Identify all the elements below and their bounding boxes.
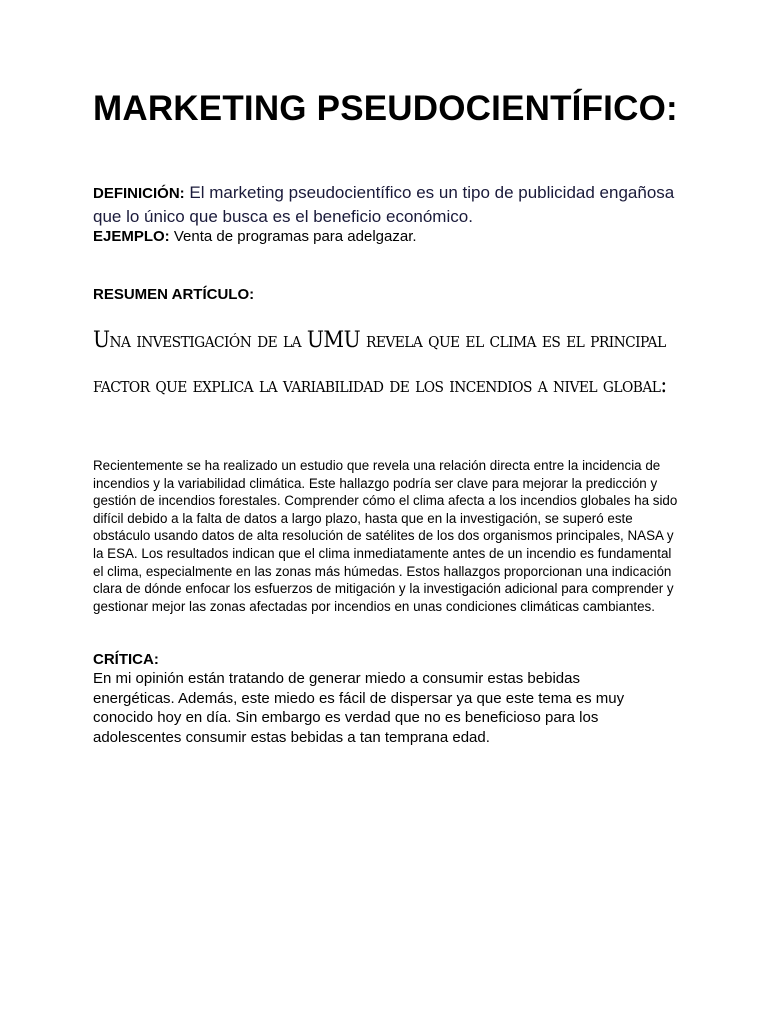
definition-label: DEFINICIÓN: <box>93 185 185 202</box>
example-paragraph <box>93 227 693 247</box>
critique-text: En mi opinión están tratando de generar miedo a consumir estas bebidas energéticas. Además, este miedo es fácil de dispersar ya que este tema es muy conocido hoy en día. Sin embargo es verdad que no es beneficioso para los adolescentes consumir estas bebidas a tan temprana edad. <box>93 670 625 746</box>
summary-heading: RESUMEN ARTÍCULO: <box>93 286 255 303</box>
definition-paragraph <box>93 181 693 228</box>
article-summary-text: Recientemente se ha realizado un estudio que revela una relación directa entre la incidencia de incendios y la variabilidad climática. Este hallazgo podría ser clave para mejorar la predicción y gestión de incendios forestales. Comprender cómo el clima afecta a los incendios globales ha sido difícil debido a la falta de datos a largo plazo, hasta que en la investigación, se superó este obstáculo usando datos de alta resolución de satélites de los dos organismos principales, NASA y la ESA. Los resultados indican que el clima inmediatamente antes de un incendio es fundamental el clima, especialmente en las zonas más húmedas. Estos hallazgos proporcionan una indicación clara de dónde enfocar los esfuerzos de mitigación y la investigación adicional para comprender y gestionar mejor las zonas afectadas por incendios en unas condiciones climáticas cambiantes. <box>93 458 678 614</box>
page-title: MARKETING PSEUDOCIENTÍFICO: <box>93 89 678 128</box>
article-title: Una investigación de la UMU revela que el clima es el principal factor que explica la variabilidad de los incendios a nivel global: <box>93 328 667 398</box>
definition-text: El marketing pseudocientífico es un tipo de publicidad engañosa que lo único que busca es el beneficio económico. <box>93 183 675 226</box>
critique-heading: CRÍTICA: <box>93 651 159 668</box>
example-label: EJEMPLO: <box>93 228 170 245</box>
example-text: Venta de programas para adelgazar. <box>173 228 417 245</box>
